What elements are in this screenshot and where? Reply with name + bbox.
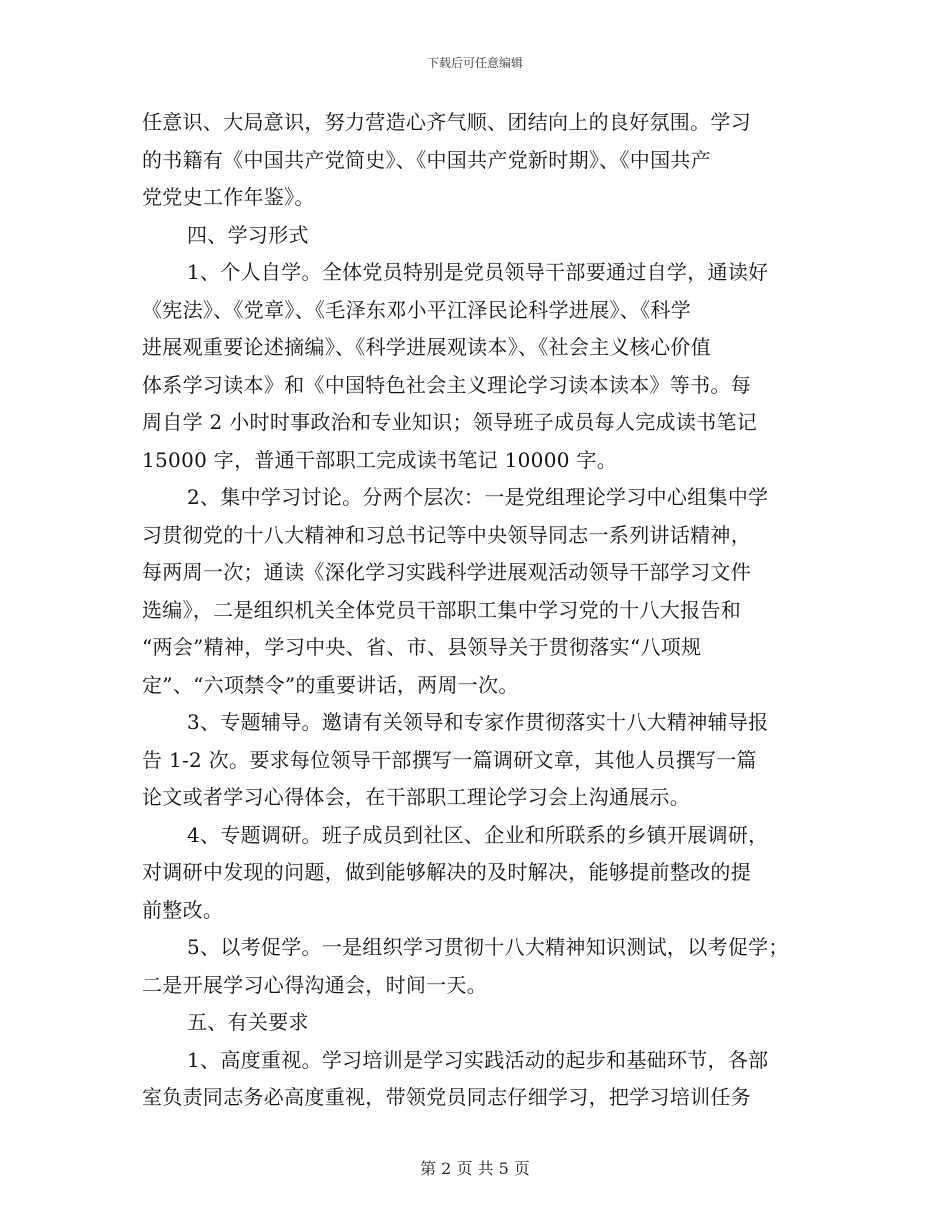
- text-line: 体系学习读本》和《中国特色社会主义理论学习读本读本》等书。每: [142, 372, 751, 397]
- text-line: 的书籍有《中国共产党简史》、《中国共产党新时期》、《中国共产: [142, 147, 711, 172]
- text-line: 选编》，二是组织机关全体党员干部职工集中学习党的十八大报告和: [142, 597, 741, 622]
- text-line: 五、有关要求: [187, 1010, 309, 1034]
- text-line: 5、以考促学。一是组织学习贯彻十八大精神知识测试，以考促学；: [187, 935, 789, 959]
- text-line: 二是开展学习心得沟通会，时间一天。: [142, 972, 488, 997]
- text-line: 2、集中学习讨论。分两个层次：一是党组理论学习中心组集中学: [187, 485, 769, 509]
- text-line: 对调研中发现的问题，做到能够解决的及时解决，能够提前整改的提: [142, 860, 751, 884]
- text-line: 进展观重要论述摘编》、《科学进展观读本》、《社会主义核心价值: [142, 335, 711, 359]
- text-line: 任意识、大局意识，努力营造心齐气顺、团结向上的良好氛围。学习: [142, 110, 751, 134]
- text-line: 四、学习形式: [187, 222, 309, 247]
- text-line: 15000 字，普通干部职工完成读书笔记 10000 字。: [142, 447, 618, 472]
- text-line: 1、高度重视。学习培训是学习实践活动的起步和基础环节，各部: [187, 1047, 769, 1072]
- page-header: 下载后可任意编辑: [426, 56, 523, 70]
- text-line: 论文或者学习心得体会，在干部职工理论学习会上沟通展示。: [142, 785, 691, 809]
- text-line: 室负责同志务必高度重视，带领党员同志仔细学习，把学习培训任务: [142, 1085, 751, 1109]
- text-line: 4、专题调研。班子成员到社区、企业和所联系的乡镇开展调研，: [187, 822, 769, 847]
- document-body: [142, 104, 822, 1117]
- text-line: 前整改。: [142, 897, 224, 922]
- text-line: 每两周一次；通读《深化学习实践科学进展观活动领导干部学习文件: [142, 560, 751, 584]
- text-line: “两会”精神，学习中央、省、市、县领导关于贯彻落实“八项规: [142, 635, 702, 659]
- page-footer: 第 2 页 共 5 页: [420, 1159, 530, 1178]
- text-line: 周自学 2 小时时事政治和专业知识；领导班子成员每人完成读书笔记: [142, 410, 758, 434]
- text-line: 习贯彻党的十八大精神和习总书记等中央领导同志一系列讲话精神，: [142, 522, 751, 547]
- text-line: 党党史工作年鉴》。: [142, 185, 315, 209]
- text-line: 定”、“六项禁令”的重要讲话，两周一次。: [142, 672, 519, 697]
- text-line: 《宪法》、《党章》、《毛泽东邓小平江泽民论科学进展》、《科学: [142, 297, 691, 322]
- text-line: 告 1-2 次。要求每位领导干部撰写一篇调研文章，其他人员撰写一篇: [142, 747, 757, 772]
- text-line: 3、专题辅导。邀请有关领导和专家作贯彻落实十八大精神辅导报: [187, 710, 769, 734]
- text-line: 1、个人自学。全体党员特别是党员领导干部要通过自学，通读好: [187, 260, 769, 284]
